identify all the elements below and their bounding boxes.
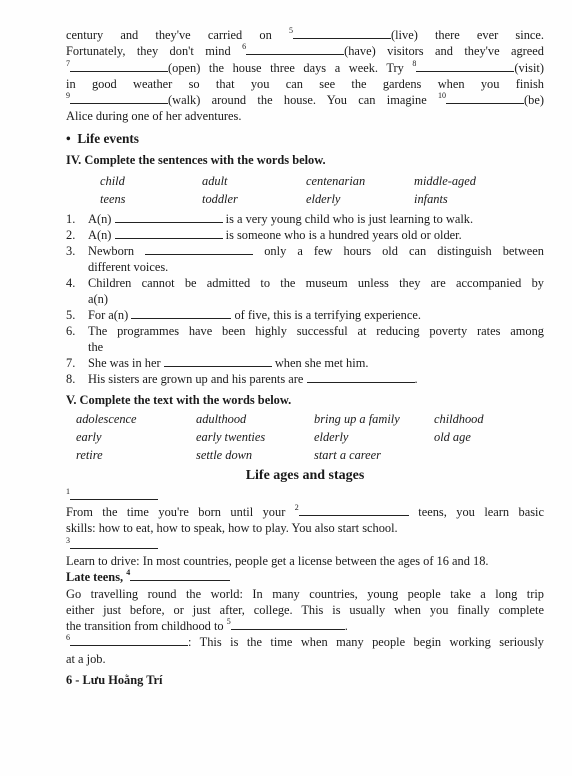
- list-item: 5. For a(n) of five, this is a terrifying experience.: [66, 307, 421, 322]
- word: adulthood: [196, 411, 247, 426]
- worksheet-page: [66, 27, 544, 688]
- intro-line-5: $^9$ (walk) around the house. You can imagine $^{10}$ (be): [66, 91, 544, 108]
- exercise-4-word-box: [100, 172, 544, 208]
- word: middle-aged: [414, 173, 476, 188]
- list-item: 7. She was in her when she met him.: [66, 355, 369, 370]
- word: retire: [76, 447, 103, 462]
- word: bring up a family: [314, 411, 400, 426]
- word: settle down: [196, 447, 253, 462]
- intro-line-6: Alice during one of her adventures.: [66, 109, 242, 124]
- intro-line-1: century and they've carried on $^5$ (live) there ever since.: [66, 26, 544, 42]
- exercise-5-word-box: [76, 410, 544, 464]
- exercise-5-heading: V. Complete the text with the words below.: [66, 392, 292, 407]
- gap-1: 1: [66, 488, 544, 504]
- word: early: [76, 429, 102, 444]
- late-teens-heading: Late teens, $^4$: [66, 569, 544, 585]
- word: old age: [434, 429, 471, 444]
- list-item: 1. A(n) is a very young child who is just learning to walk.: [66, 211, 474, 226]
- text-line: skills: how to eat, how to speak, how to play. You also start school.: [66, 521, 398, 536]
- text-line: Go travelling round the world: In many countries, young people take a long trip: [66, 586, 544, 601]
- word: child: [100, 173, 125, 188]
- text-line: at a job.: [66, 651, 106, 666]
- text-line: either just before, or just after, college. This is usually when you finally complete: [66, 602, 544, 617]
- gap-3: 3: [66, 537, 544, 553]
- page-footer: 6 - Lưu Hoằng Trí: [66, 673, 163, 688]
- intro-line-2: Fortunately, they don't mind $^6$ (have) visitors and they've agreed: [66, 42, 544, 59]
- word: early twenties: [196, 429, 266, 444]
- word: elderly: [306, 191, 341, 206]
- list-item: 8. His sisters are grown up and his parents are .: [66, 371, 418, 386]
- text-line: From the time you're born until your $^2$ teens, you learn basic: [66, 503, 544, 520]
- word: toddler: [202, 191, 238, 206]
- word: start a career: [314, 447, 381, 462]
- word: childhood: [434, 411, 484, 426]
- intro-line-3: $^7$ (open) the house three days a week. Try $^8$ (visit): [66, 58, 544, 75]
- text-line: $^6$ : This is the time when many people begin working seriously: [66, 633, 544, 650]
- word: adolescence: [76, 411, 137, 426]
- word: elderly: [314, 429, 349, 444]
- intro-line-4: in good weather so that you can see the gardens when you finish: [66, 76, 544, 91]
- word: centenarian: [306, 173, 366, 188]
- word: infants: [414, 191, 448, 206]
- list-item: 3. Newborn only a few hours old can distinguish between different voices.: [66, 243, 544, 274]
- section-life-events: • Life events: [66, 130, 139, 146]
- list-item: 6. The programmes have been highly successful at reducing poverty rates among the: [66, 323, 544, 354]
- word: teens: [100, 191, 126, 206]
- word: adult: [202, 173, 228, 188]
- text-line: Learn to drive: In most countries, people get a license between the ages of 16 and 18.: [66, 553, 489, 568]
- list-item: 2. A(n) is someone who is a hundred years old or older.: [66, 227, 462, 242]
- exercise-4-list: [66, 211, 544, 387]
- exercise-4-heading: IV. Complete the sentences with the words below.: [66, 152, 326, 167]
- text-title: Life ages and stages: [245, 467, 365, 483]
- text-line: the transition from childhood to $^5$ .: [66, 617, 348, 634]
- list-item: 4. Children cannot be admitted to the museum unless they are accompanied by a(n): [66, 275, 544, 306]
